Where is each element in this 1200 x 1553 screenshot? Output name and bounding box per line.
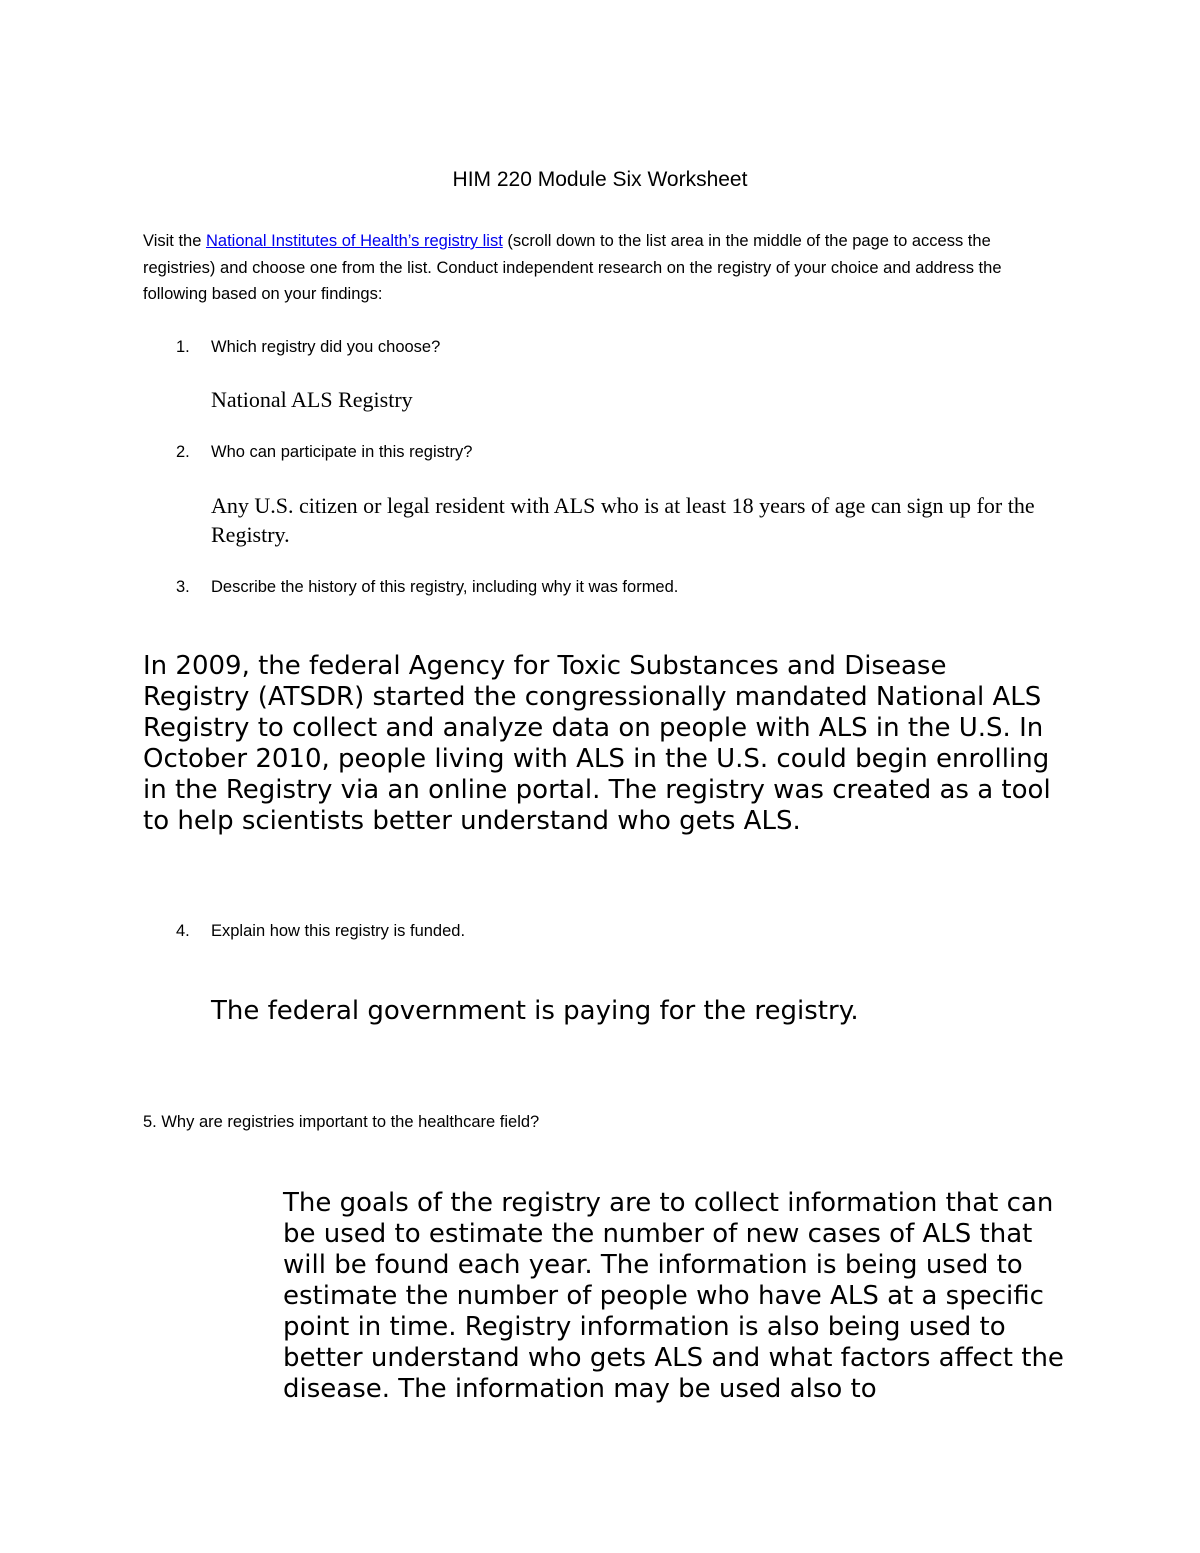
question-number: 5. (143, 1113, 157, 1131)
intro-suffix: (scroll down to the list area in the middle of the page to access the registries) and choose one from the list. Conduct independent research on the registry of your choice and address the following based on your findings: (143, 232, 1002, 303)
registry-list-link[interactable]: National Institutes of Health’s registry list (205, 232, 503, 250)
question-number: 1. (176, 338, 190, 356)
question-number: 3. (176, 578, 190, 596)
question-2 (0, 440, 1200, 464)
answer-2: Any U.S. citizen or legal resident with ALS who is at least 18 years of age can sign up for the Registry. (211, 493, 1035, 547)
question-text: Who can participate in this registry? (211, 443, 473, 461)
question-number: 2. (176, 443, 190, 461)
question-5 (143, 1110, 1043, 1134)
intro-prefix: Visit the (143, 232, 206, 250)
page-title: HIM 220 Module Six Worksheet (452, 168, 748, 191)
question-number: 4. (176, 922, 190, 940)
intro-paragraph (143, 228, 1063, 308)
question-1 (0, 335, 1200, 359)
question-3 (0, 575, 1200, 599)
answer-3: In 2009, the federal Agency for Toxic Substances and Disease Registry (ATSDR) started the congressionally mandated National ALS Registry to collect and analyze data on people with ALS in the U.S. In October 2010, people living with ALS in the U.S. could begin enrolling in the Registry via an online portal. The registry was created as a tool to help scientists better understand who gets ALS. (143, 651, 1051, 836)
question-text: Why are registries important to the healthcare field? (161, 1113, 540, 1131)
question-text: Which registry did you choose? (211, 338, 441, 356)
question-text: Describe the history of this registry, including why it was formed. (211, 578, 679, 596)
answer-5: The goals of the registry are to collect information that can be used to estimate the number of new cases of ALS that will be found each year. The information is being used to estimate the number of people who have ALS at a specific point in time. Registry information is also being used to better understand who gets ALS and what factors affect the disease. The information may be used also to (283, 1188, 1064, 1404)
question-text: Explain how this registry is funded. (211, 922, 466, 940)
answer-4: The federal government is paying for the registry. (211, 996, 859, 1026)
question-4 (0, 919, 1200, 943)
answer-1: National ALS Registry (211, 387, 413, 412)
